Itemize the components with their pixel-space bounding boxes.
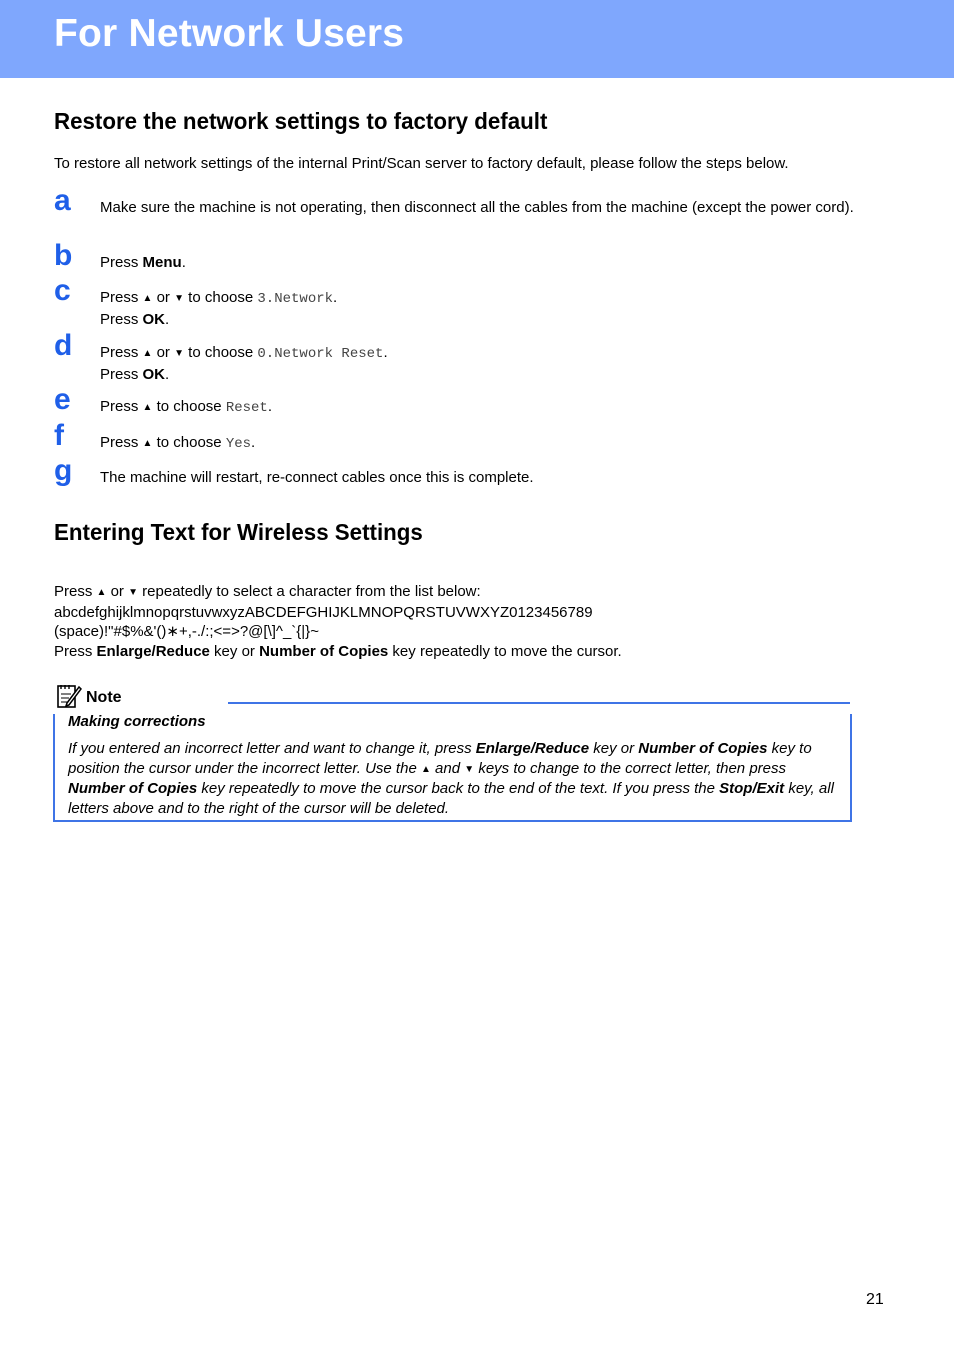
- up-arrow-icon: ▲: [142, 438, 153, 449]
- up-arrow-icon: ▲: [142, 402, 153, 413]
- step-text: Press ▲ or ▼ to choose 0.Network Reset. Press OK.: [100, 344, 388, 383]
- step-letter: f: [54, 419, 64, 452]
- intro-paragraph: To restore all network settings of the internal Print/Scan server to factory default, please follow the steps below.: [54, 155, 789, 172]
- page-title: For Network Users: [54, 12, 405, 55]
- step-text: Make sure the machine is not operating, then disconnect all the cables from the machine (except the power cord).: [100, 199, 854, 216]
- lcd-text: 0.Network Reset: [257, 346, 384, 362]
- down-arrow-icon: ▼: [464, 763, 475, 775]
- step-text: Press ▲ or ▼ to choose 3.Network. Press OK.: [100, 289, 338, 328]
- step-text: Press ▲ to choose Reset.: [100, 398, 272, 416]
- step-letter: e: [54, 383, 71, 416]
- note-top-border: [228, 702, 850, 704]
- step-letter: d: [54, 329, 73, 362]
- ok-key: OK: [142, 365, 166, 383]
- step-text: Press ▲ to choose Yes.: [100, 434, 256, 452]
- lcd-text: Yes: [225, 436, 252, 452]
- header-banner: [0, 0, 954, 78]
- step-letter: b: [54, 239, 73, 272]
- up-arrow-icon: ▲: [96, 587, 107, 598]
- note-label: Note: [86, 689, 122, 706]
- step-text: Press Menu.: [100, 254, 186, 271]
- step-letter: g: [54, 454, 73, 487]
- character-list-1: abcdefghijklmnopqrstuvwxyzABCDEFGHIJKLMNOPQRSTUVWXYZ0123456789: [54, 603, 593, 621]
- note-title: Making corrections: [68, 713, 206, 730]
- step-letter: c: [54, 274, 71, 307]
- ok-key: OK: [142, 310, 166, 328]
- up-arrow-icon: ▲: [420, 763, 431, 775]
- section-heading-restore: Restore the network settings to factory default: [54, 108, 548, 134]
- menu-key: Menu: [142, 254, 182, 271]
- note-pencil-icon: [56, 683, 82, 709]
- lcd-text: Reset: [225, 400, 268, 416]
- step-text: The machine will restart, re-connect cables once this is complete.: [100, 469, 534, 486]
- section-heading-wireless: Entering Text for Wireless Settings: [54, 519, 423, 545]
- up-arrow-icon: ▲: [142, 293, 153, 304]
- note-body: If you entered an incorrect letter and want to change it, press Enlarge/Reduce key or Number of Copies key to position the cursor under the incorrect letter. Use the ▲ and ▼ keys to change to the correct letter, then press Number of Copies key repeatedly to move the cursor back to the end of the text. If you press the Stop/Exit key, all letters above and to the right of the cursor will be deleted.: [68, 740, 834, 817]
- wireless-instructions: Press ▲ or ▼ repeatedly to select a character from the list below: abcdefghijklmnopqrstuvwxyzABCDEFGHIJKLMNOPQRSTUVWXYZ0123456789 (space)!"#$%&'()∗+,-./:;<=>?@[\]^_`{|}~ Press Enlarge/Reduce key or Number of Copies key repeatedly to move the cursor.: [54, 582, 854, 661]
- page-number: 21: [866, 1291, 884, 1308]
- lcd-text: 3.Network: [257, 291, 334, 307]
- step-letter: a: [54, 184, 71, 217]
- character-list-2: (space)!"#$%&'()∗+,-./:;<=>?@[\]^_`{|}~: [54, 623, 319, 640]
- down-arrow-icon: ▼: [128, 587, 139, 598]
- up-arrow-icon: ▲: [142, 348, 153, 359]
- down-arrow-icon: ▼: [174, 293, 185, 304]
- down-arrow-icon: ▼: [174, 348, 185, 359]
